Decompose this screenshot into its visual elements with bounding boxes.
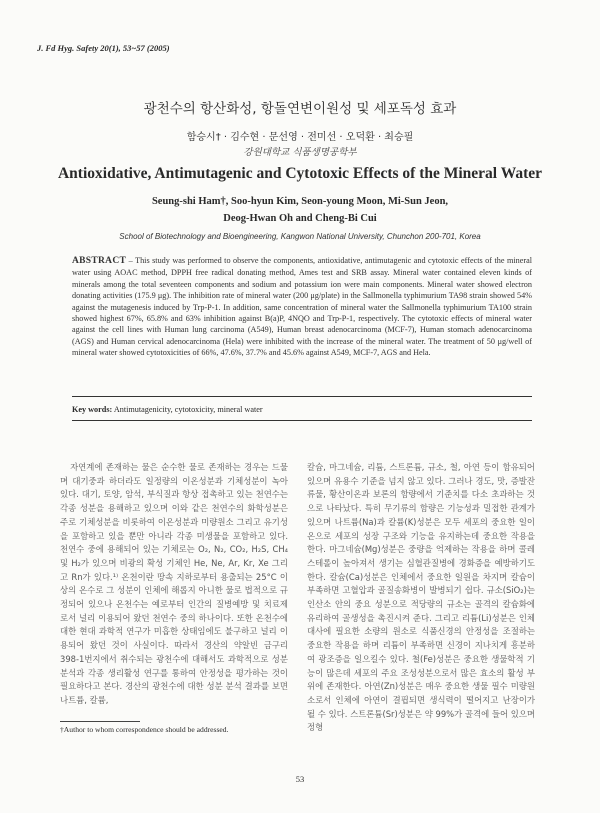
keywords-top-rule: [72, 396, 532, 397]
korean-affiliation: 강원대학교 식품생명공학부: [243, 147, 357, 158]
page-number: 53: [295, 774, 305, 784]
abstract: [72, 255, 532, 359]
abstract-label: ABSTRACT: [72, 256, 127, 266]
english-authors-line2: Deog-Hwan Oh and Cheng-Bi Cui: [223, 213, 377, 224]
english-title: Antioxidative, Antimutagenic and Cytotoxic Effects of the Mineral Water: [57, 165, 543, 182]
body-paragraph-left: 자연계에 존재하는 물은 순수한 물로 존재하는 경우는 드물며 대기중과 하더라도 일정량의 이온성분과 기체성분이 녹아 있다. 대기, 토양, 암석, 부식질과 항상 접촉하고 있는 천연수는 각종 성분을 용해하고 있으며 이와 같은 천연수의 화학성분은 주로 기체성분을 비롯하여 이온성분과 미량원소 그리고 유기성을 포함하고 있을 뿐만 아니라 각종 미생물을 포함하고 있다. 천연수 중에 용해되어 있는 기체로는 O₂, N₂, CO₂, H₂S, CH₄ 및 H₂가 있으며 비광의 확성 기체인 He, Ne, Ar, Kr, Xe 그리고 Rn가 있다.¹⁾ 온천이란 땅속 지하로부터 용출되는 25°C 이상의 온수로 그 성분이 인체에 해롭지 아니한 물로 법적으로 규정되어 있으나 온천수는 예로부터 인간의 질병예방 및 치료제로서 널리 이용되어 왔던 천연수 중의 하나이다. 또한 온천수에 대한 현대 과학적 연구가 미흡한 상태임에도 불구하고 널리 이용되어 왔던 것이 사실이다. 따라서 경산의 약알빈 금구리 398-1번지에서 취수되는 광천수에 대해서도 과학적으로 성분분석과 각종 생리활성 연구를 통하여 안정성을 평가하는 것이 필요하다고 본다. 경산의 광천수에 대한 성분 분석 결과를 보면 나트륨, 칼륨,: [60, 462, 288, 705]
body-column-right: [307, 461, 535, 735]
keywords-label: Key words:: [72, 405, 113, 414]
footnote-rule: [60, 721, 140, 722]
english-authors-line1: Seung-shi Ham†, Soo-hyun Kim, Seon-young Moon, Mi-Sun Jeon,: [151, 196, 449, 207]
keywords-text: Antimutagenicity, cytotoxicity, mineral water: [112, 405, 263, 414]
korean-title: 광천수의 항산화성, 항돌연변이원성 및 세포독성 효과: [143, 101, 457, 117]
abstract-text: – This study was performed to observe the components, antioxidative, antimutagenic and cytotoxic effects of the mineral water using AOAC method, DPPH free radical donating method, Ames test and SRB assay. Mineral water contained eleven kinds of minerals among the total seventeen components and sodium and potassium ion were main components. Mineral water showed electron donating activities (175.9 μg). The inhibition rate of mineral water (200 μg/plate) in the Sallmonella typhimurium TA98 strain showed 54% against the mutagenesis induced by Trp-P-1. In addition, same concentration of mineral water the Sallmonella typhimurium TA100 strain showed highest 67%, 65.8% and 63% inhibition against B(a)P, 4NQO and Trp-P-1, respectively. The cytotoxic effects of mineral water against the cell lines with Human lung carcinoma (A549), Human breast adenocarcinoma (MCF-7), Human stomach adenocarcinoma (AGS) and Human cervical adenocarcinoma (Hela) were inhibited with the increase of the mineral water. The treatment of 50 μg/well of mineral water showed cytotoxicities of 66%, 47.6%, 37.7% and 45.6% against A549, MCF-7, AGS and Hela.: [72, 256, 532, 358]
footnote: †Author to whom correspondence should be addressed.: [60, 725, 229, 734]
keywords-bottom-rule: [72, 420, 532, 421]
english-authors: [0, 193, 600, 227]
journal-citation: J. Fd Hyg. Safety 20(1), 53~57 (2005): [37, 43, 170, 53]
keywords: [72, 405, 263, 414]
body-paragraph-right: 칼슘, 마그네슘, 리튬, 스트론튬, 규소, 철, 아연 등이 함유되어 있으며 유용수 기준을 넘지 않고 있다. 그러나 경도, 맛, 증발잔류물, 황산이온과 보론의 함량에서 기준치를 다소 초과하는 것으로 나타났다. 특히 무기류의 함량은 기능성과 밀접한 관계가 있으며 나트륨(Na)과 칼륨(K)성분은 모두 세포의 중요한 일이온으로 세포의 성장 구조와 기능을 유지하는데 중요한 작용을 한다. 마그네슘(Mg)성분은 중량을 억제하는 작용을 하며 콜레스테롤이 높아져서 생기는 심혈관질병에 경화증을 예방하기도 한다. 칼슘(Ca)성분은 인체에서 중요한 일원을 차지며 칼슘이 부족하면 고혈압과 골질송화병이 발병되기 쉽다. 규소(SiO₂)는 인산소 안의 중요 성분으로 적당량의 규소는 골격의 칼슘화에 유리하여 골생성을 촉진시켜 준다. 그리고 리튬(Li)성분은 인체대사에 필요한 소량의 원소로 식품신경의 안정성을 조절하는 중요한 작용을 하며 리튬이 부족하면 신경이 지나치게 흥분하여 광조증을 일으킬수 있다. 철(Fe)성분은 중요한 생물학적 기능이 많은데 세포의 주요 조성성분으로서 많은 효소의 활성 부위에 존재한다. 아연(Zn)성분은 매우 중요한 생물 필수 미량원소로서 인체에 아연이 결핍되면 생식력이 떨어지고 난장이가 될 수 있다. 스트론튬(Sr)성분은 약 99%가 골격에 들어 있으며 정형: [307, 462, 535, 733]
english-affiliation: School of Biotechnology and Bioengineering, Kangwon National University, Chunchon 200-701, Korea: [119, 232, 481, 241]
korean-authors: 함승시† · 김수현 · 문선영 · 전미선 · 오덕환 · 최승필: [186, 132, 414, 143]
body-column-left: [60, 461, 288, 708]
